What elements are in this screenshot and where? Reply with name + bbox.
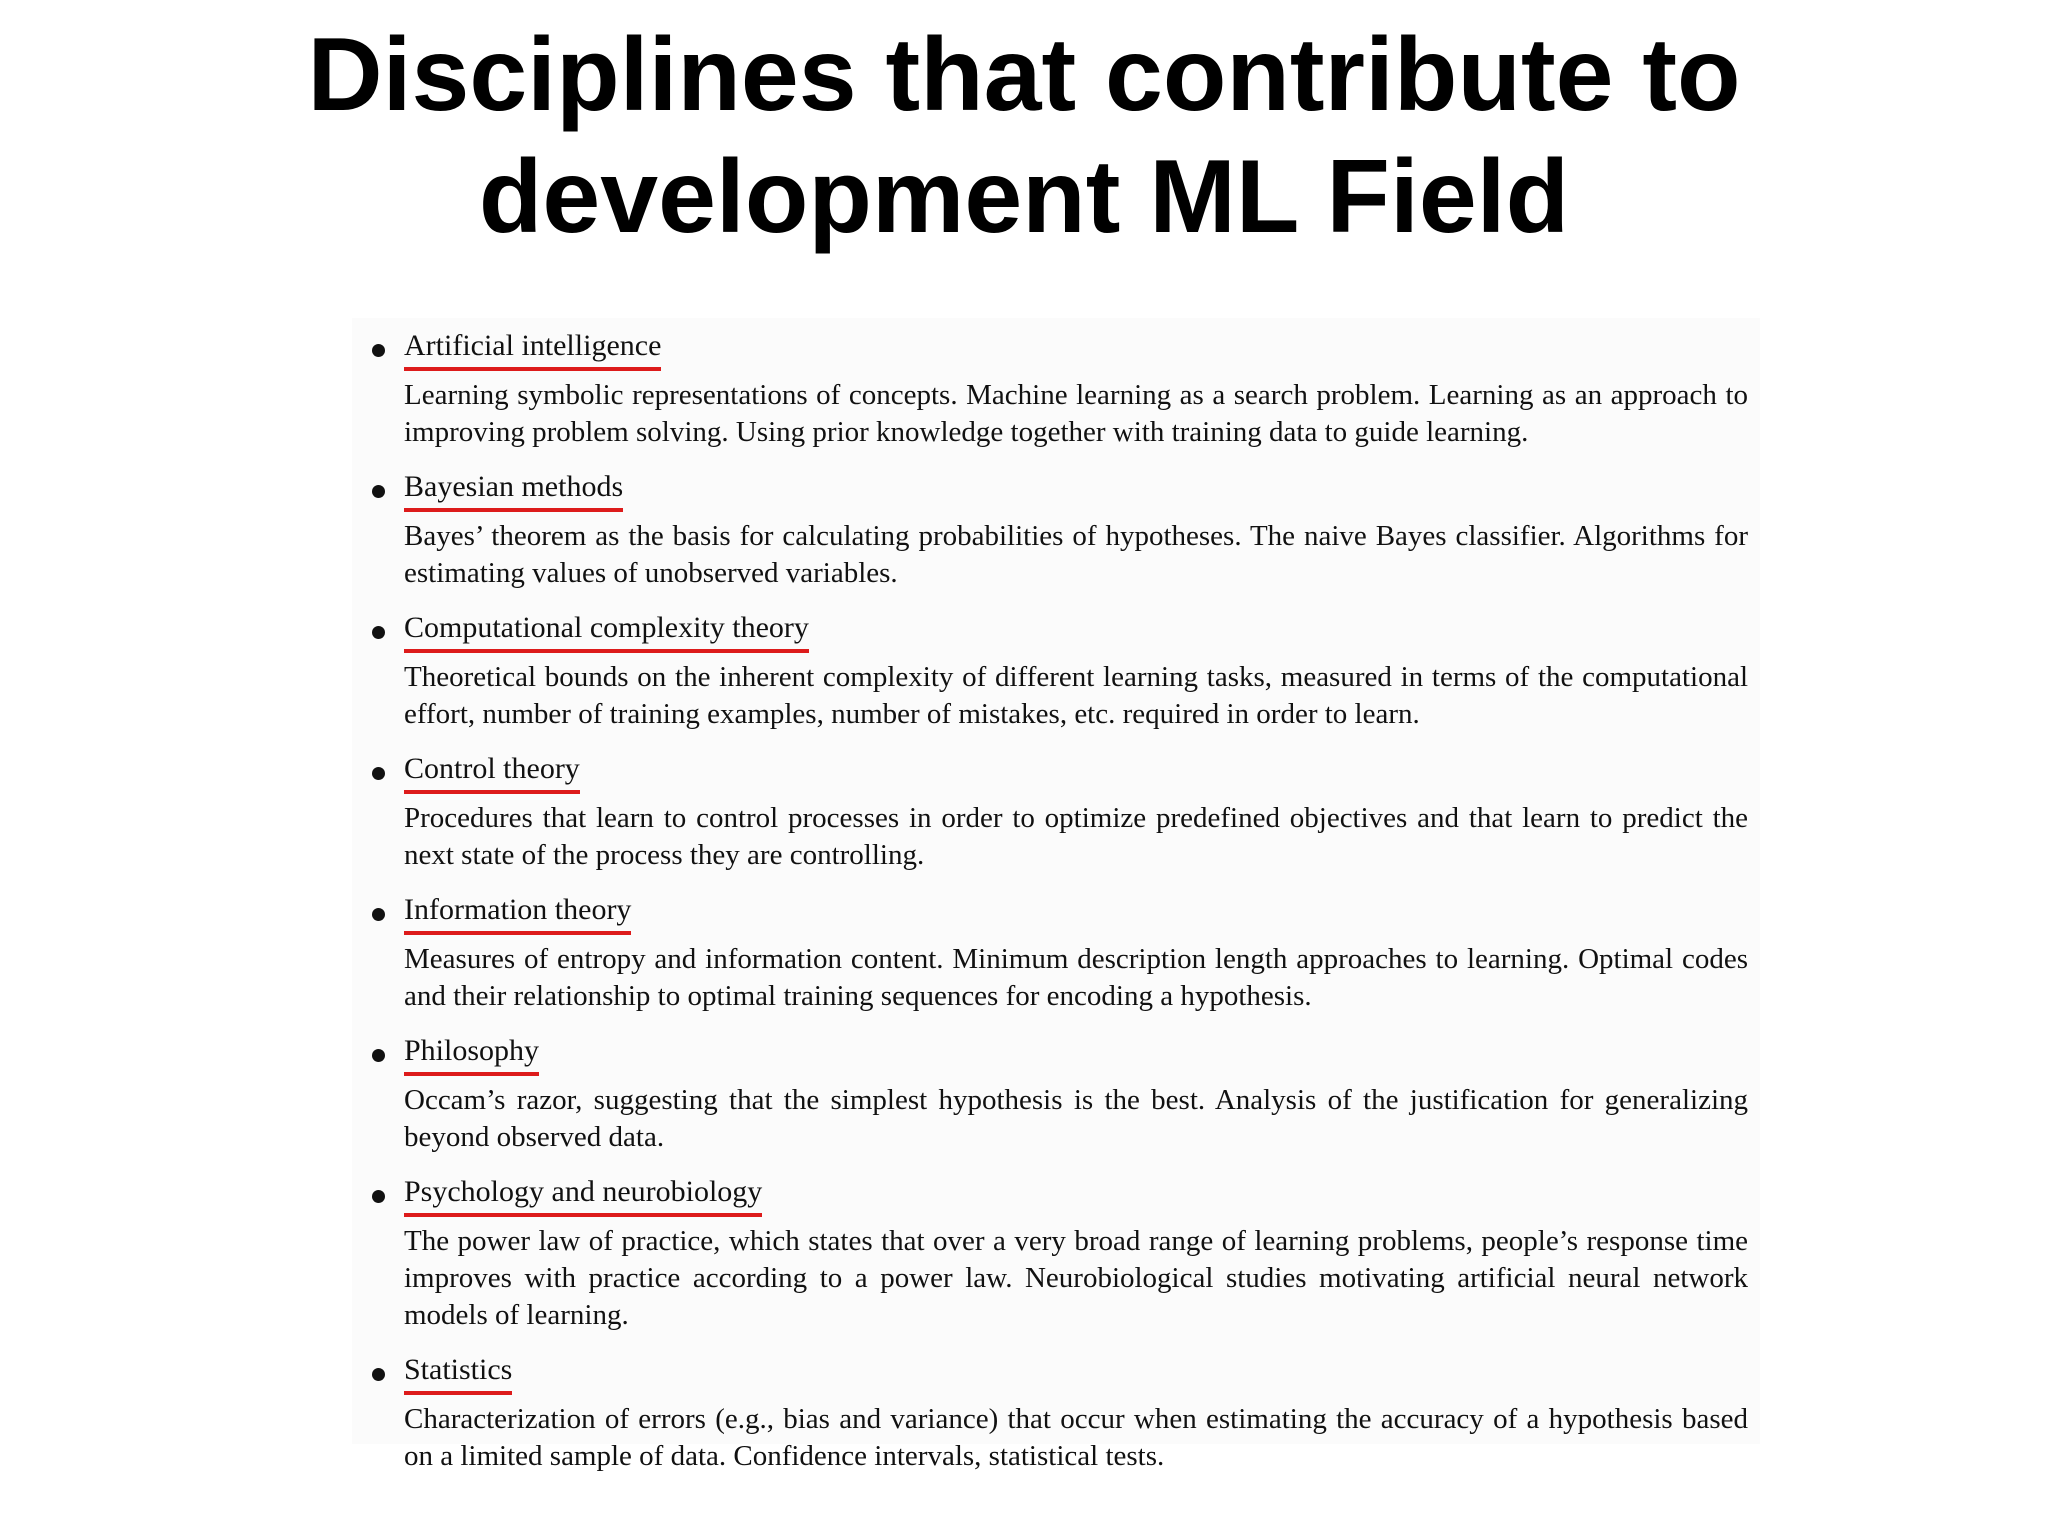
list-item-computational-complexity-theory: [368, 608, 1748, 733]
slide-title: [0, 14, 2048, 258]
list-item-statistics: [368, 1350, 1748, 1475]
discipline-heading: Statistics: [404, 1350, 512, 1395]
discipline-heading: Artificial intelligence: [404, 326, 661, 371]
list-item-psychology-and-neurobiology: [368, 1172, 1748, 1334]
discipline-description: Measures of entropy and information content. Minimum description length approaches to learning. Optimal codes and their relationship to optimal training sequences for encoding a hypothesis.: [404, 943, 1748, 1012]
discipline-description: Learning symbolic representations of concepts. Machine learning as a search problem. Learning as an approach to improving problem solving. Using prior knowledge together with training data to guide learning.: [404, 379, 1748, 448]
discipline-heading: Psychology and neurobiology: [404, 1172, 762, 1217]
discipline-description: The power law of practice, which states that over a very broad range of learning problems, people’s response time improves with practice according to a power law. Neurobiological studies motivating artificial neural network models of learning.: [404, 1225, 1748, 1331]
discipline-description: Procedures that learn to control processes in order to optimize predefined objectives and that learn to predict the next state of the process they are controlling.: [404, 802, 1748, 871]
discipline-heading: Bayesian methods: [404, 467, 623, 512]
bullet-icon: [372, 1368, 385, 1381]
list-item-information-theory: [368, 890, 1748, 1015]
bullet-icon: [372, 1190, 385, 1203]
bullet-icon: [372, 1049, 385, 1062]
discipline-description: Theoretical bounds on the inherent complexity of different learning tasks, measured in terms of the computational effort, number of training examples, number of mistakes, etc. required in order to learn.: [404, 661, 1748, 730]
discipline-heading: Information theory: [404, 890, 631, 935]
list-item-philosophy: [368, 1031, 1748, 1156]
list-item-bayesian-methods: [368, 467, 1748, 592]
discipline-description: Bayes’ theorem as the basis for calculating probabilities of hypotheses. The naive Bayes classifier. Algorithms for estimating values of unobserved variables.: [404, 520, 1748, 589]
bullet-icon: [372, 908, 385, 921]
bullet-icon: [372, 344, 385, 357]
list-item-control-theory: [368, 749, 1748, 874]
bullet-icon: [372, 485, 385, 498]
discipline-heading: Control theory: [404, 749, 580, 794]
discipline-description: Characterization of errors (e.g., bias and variance) that occur when estimating the accuracy of a hypothesis based on a limited sample of data. Confidence intervals, statistical tests.: [404, 1403, 1748, 1472]
bullet-icon: [372, 626, 385, 639]
discipline-description: Occam’s razor, suggesting that the simplest hypothesis is the best. Analysis of the justification for generalizing beyond observed data.: [404, 1084, 1748, 1153]
disciplines-list: [368, 326, 1748, 1491]
title-line-2: development ML Field: [478, 139, 1570, 255]
discipline-heading: Computational complexity theory: [404, 608, 809, 653]
discipline-heading: Philosophy: [404, 1031, 539, 1076]
list-item-artificial-intelligence: [368, 326, 1748, 451]
title-line-1: Disciplines that contribute to: [307, 17, 1741, 133]
bullet-icon: [372, 767, 385, 780]
